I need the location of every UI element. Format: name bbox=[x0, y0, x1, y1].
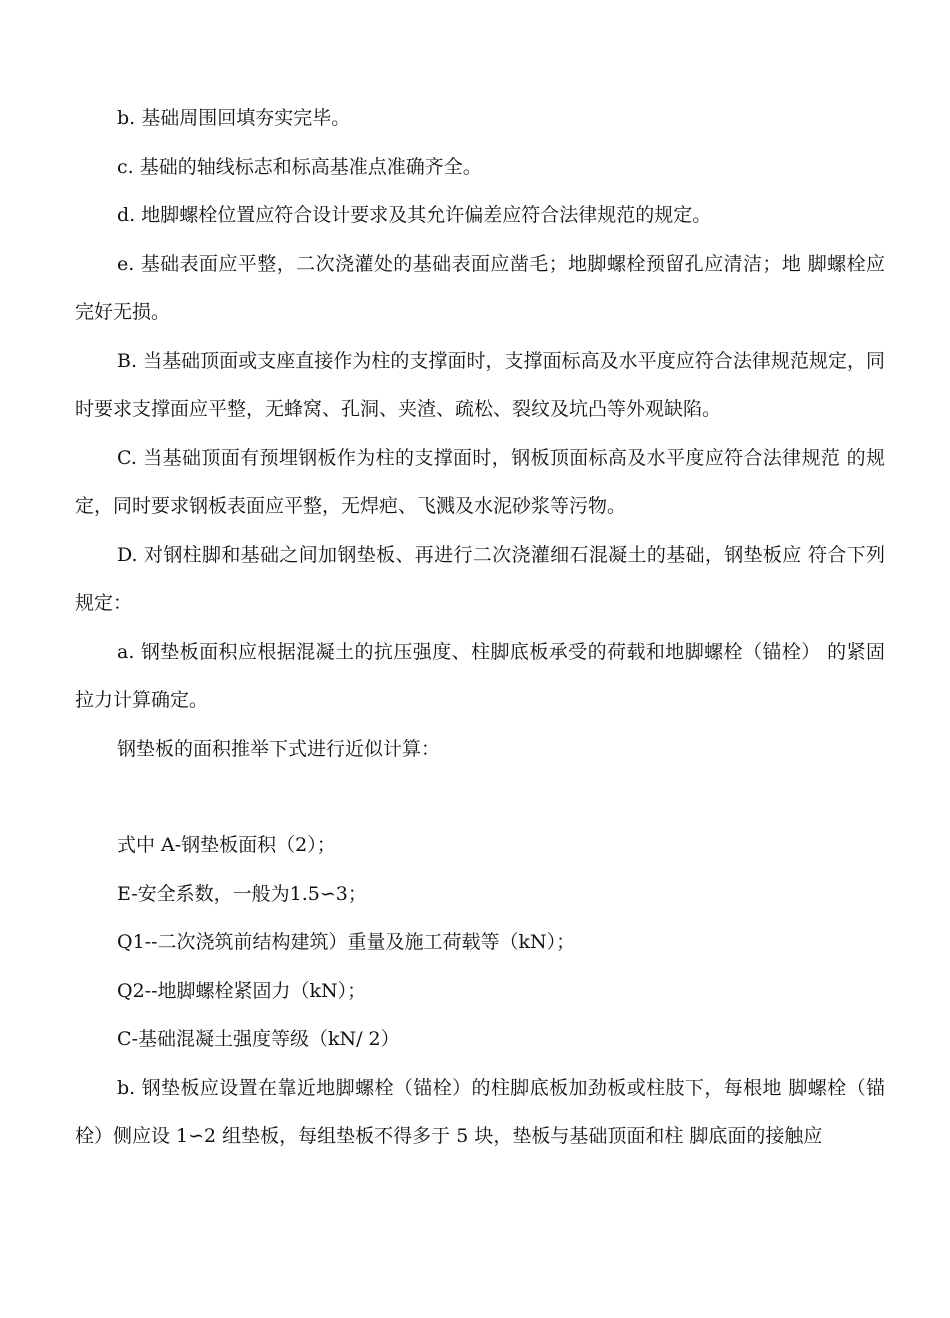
paragraph-c-axis-marks: c. 基础的轴线标志和标高基准点准确齐全。 bbox=[117, 155, 482, 178]
paragraph-C-embedded-plate: C. 当基础顶面有预埋钢板作为柱的支撑面时，钢板顶面标高及水平度应符合法律规范 的规定，同时要求钢板表面应平整，无焊疤、飞溅及水泥砂浆等污物。 bbox=[75, 446, 885, 517]
definition-E: E-安全系数，一般为1.5∽3； bbox=[117, 882, 367, 905]
paragraph-a-plate-area: a. 钢垫板面积应根据混凝土的抗压强度、柱脚底板承受的荷载和地脚螺栓（锚栓） 的紧固拉力计算确定。 bbox=[75, 640, 885, 711]
definition-Q2: Q2--地脚螺栓紧固力（kN）； bbox=[117, 979, 367, 1002]
paragraph-formula-intro: 钢垫板的面积推举下式进行近似计算： bbox=[117, 737, 441, 760]
paragraph-D-shim-plates: D. 对钢柱脚和基础之间加钢垫板、再进行二次浇灌细石混凝土的基础，钢垫板应 符合下列规定： bbox=[75, 543, 885, 614]
paragraph-b-plate-placement: b. 钢垫板应设置在靠近地脚螺栓（锚栓）的柱脚底板加劲板或柱肢下，每根地 脚螺栓（锚栓）侧应设 1∽2 组垫板，每组垫板不得多于 5 块，垫板与基础顶面和柱 脚底面的接触应 bbox=[75, 1076, 885, 1147]
definition-C: C-基础混凝土强度等级（kN/ 2） bbox=[117, 1028, 400, 1050]
paragraph-d-anchor-bolts: d. 地脚螺栓位置应符合设计要求及其允许偏差应符合法律规范的规定。 bbox=[117, 204, 712, 226]
definition-Q1: Q1--二次浇筑前结构建筑）重量及施工荷载等（kN）； bbox=[117, 931, 576, 953]
paragraph-B-support-surface: B. 当基础顶面或支座直接作为柱的支撑面时，支撑面标高及水平度应符合法律规范规定，同时要求支撑面应平整，无蜂窝、孔洞、夹渣、疏松、裂纹及坑凸等外观缺陷。 bbox=[75, 349, 885, 420]
definition-A: 式中 A-钢垫板面积（2）； bbox=[117, 834, 336, 856]
formula-placeholder bbox=[75, 773, 885, 821]
paragraph-b-backfill: b. 基础周围回填夯实完毕。 bbox=[117, 107, 351, 129]
document-page bbox=[75, 94, 885, 1161]
paragraph-e-surface: e. 基础表面应平整，二次浇灌处的基础表面应凿毛；地脚螺栓预留孔应清洁；地 脚螺栓应完好无损。 bbox=[75, 252, 885, 323]
